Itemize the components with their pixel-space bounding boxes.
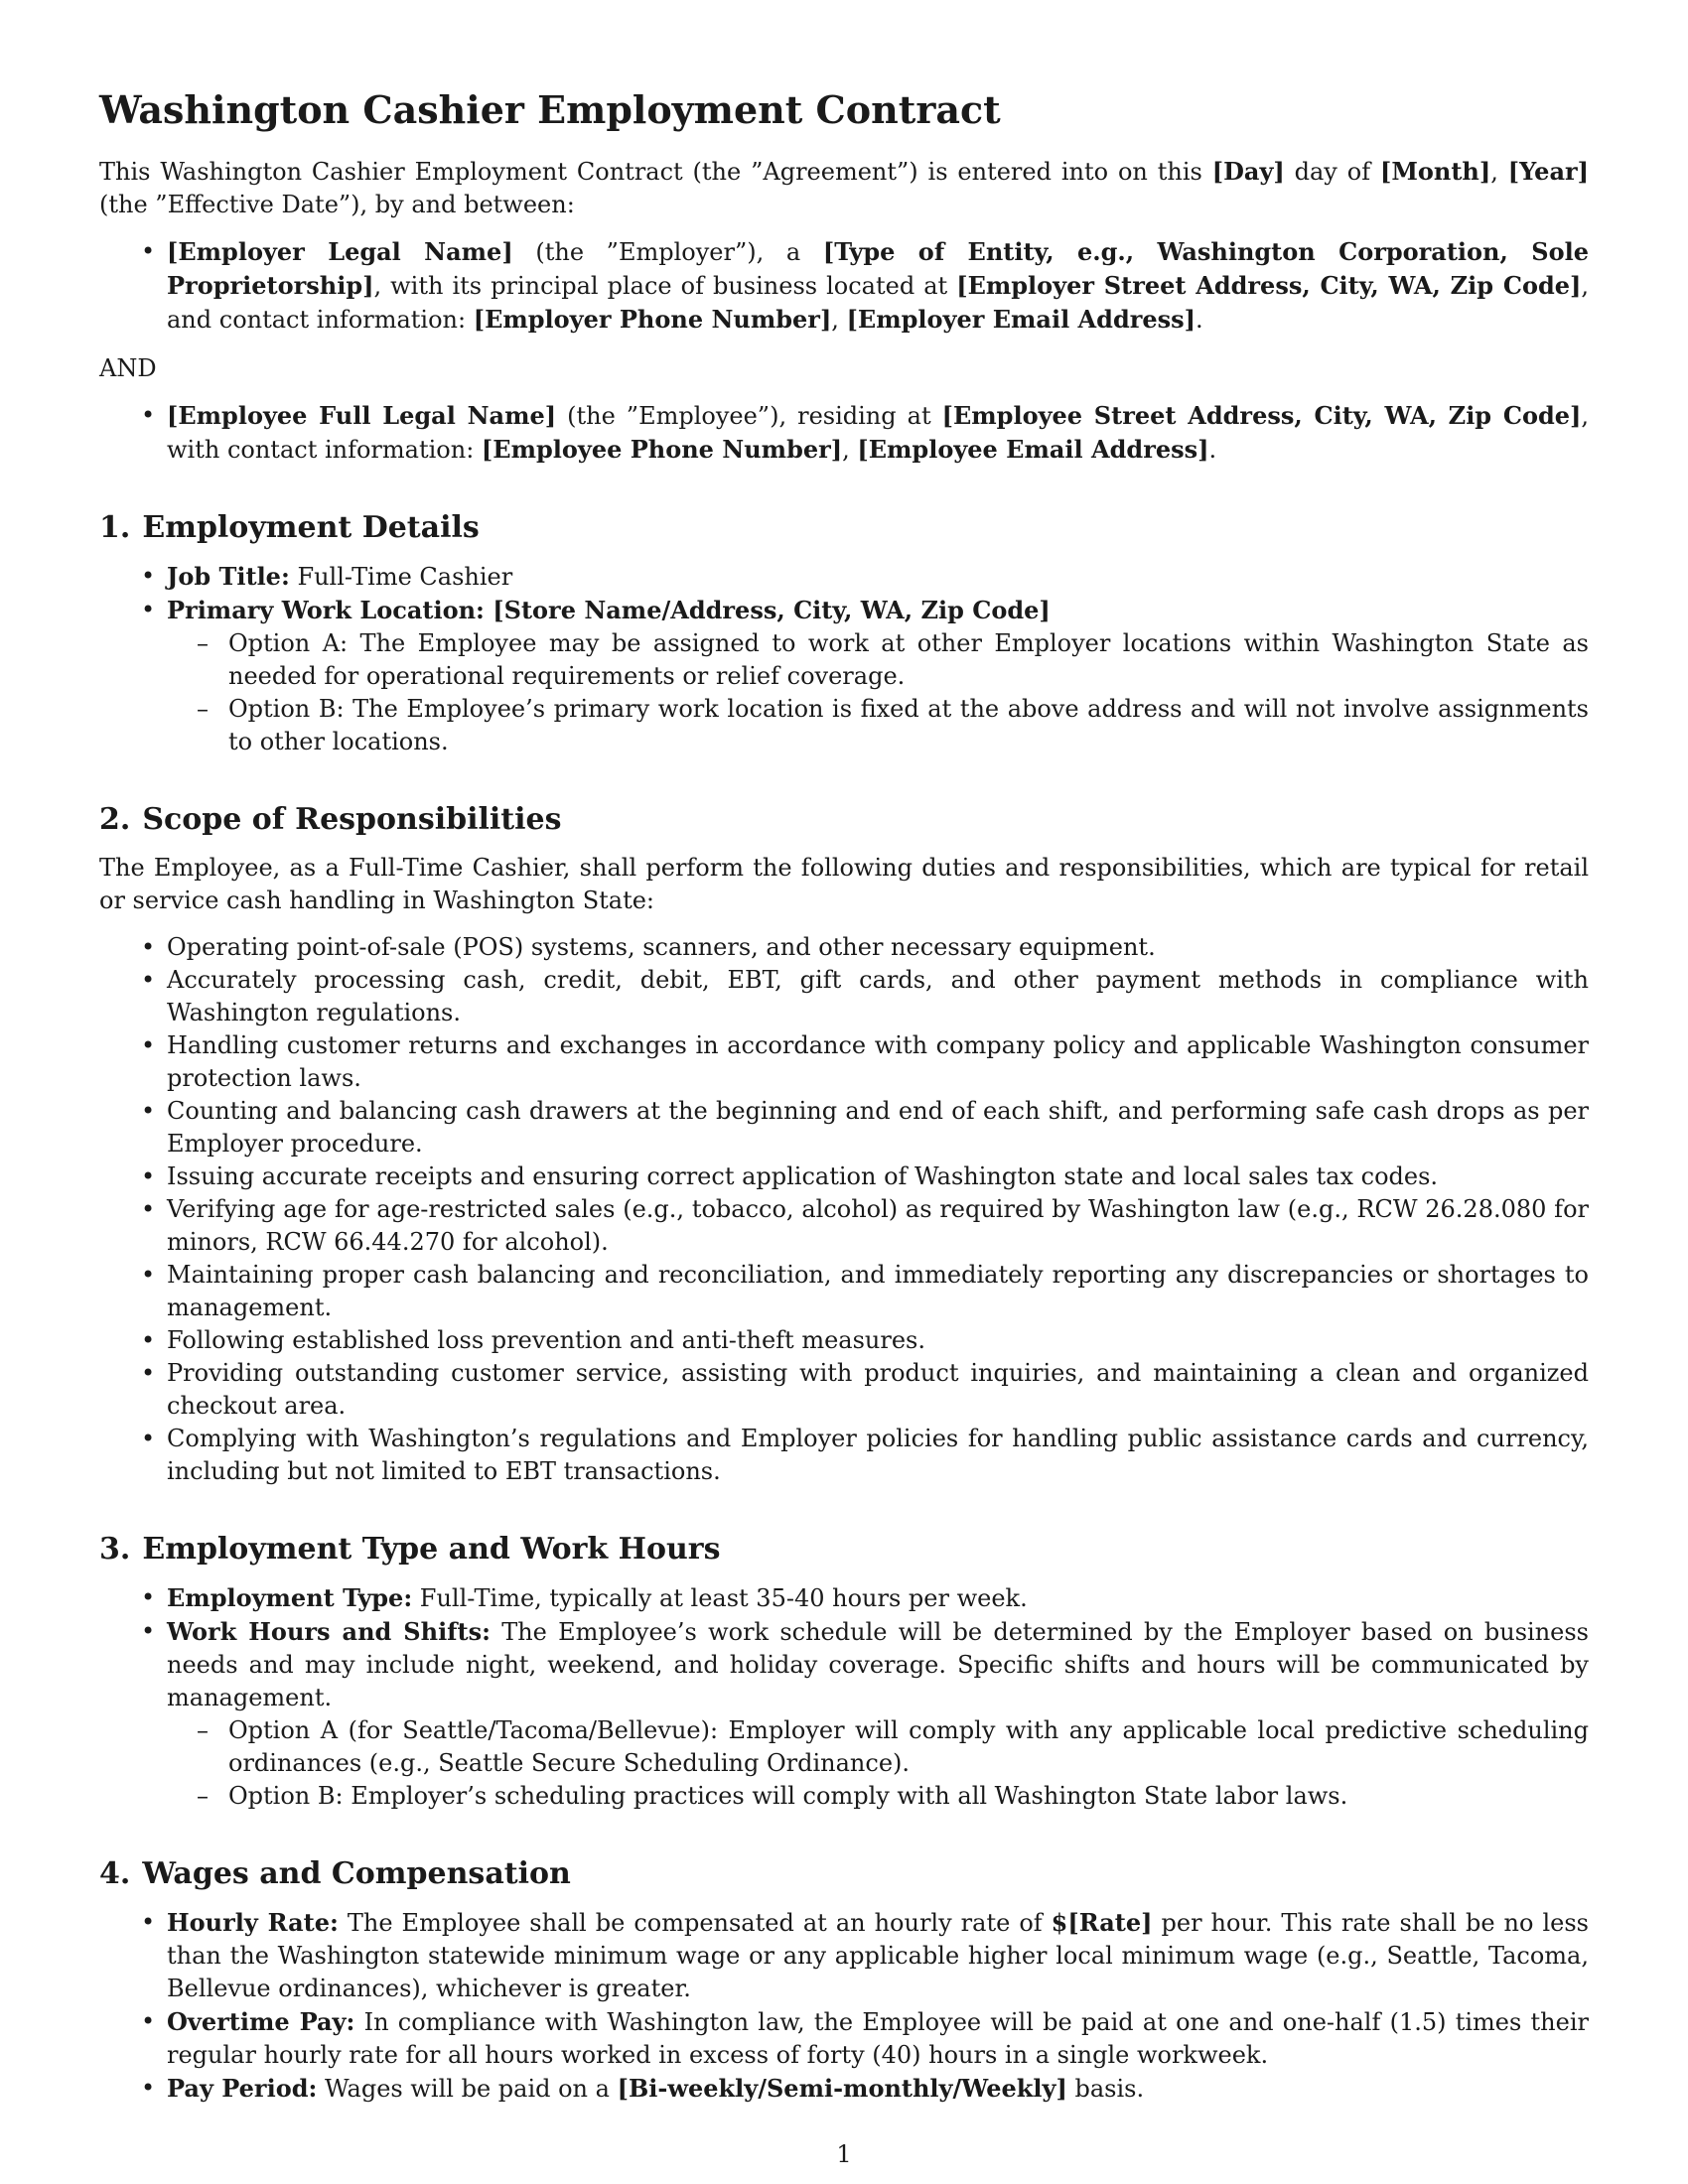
- employer-text: , and contact information:: [167, 271, 1589, 334]
- wages-list: [99, 1906, 1589, 2106]
- intro-text: ,: [1490, 157, 1508, 186]
- item-value: Wages will be paid on a: [317, 2074, 618, 2103]
- pay-period-placeholder: [Bi-weekly/Semi-monthly/Weekly]: [617, 2073, 1067, 2103]
- item-label: Primary Work Location:: [167, 595, 485, 624]
- section-number: 3.: [99, 1531, 131, 1567]
- sub-list-item: – Option B: Employer’s scheduling practices will comply with all Washington State labor laws.: [167, 1780, 1589, 1813]
- section-heading-scope: [99, 802, 1589, 838]
- list-item: [99, 1615, 1589, 1813]
- list-item: • Complying with Washington’s regulations and Employer policies for handling public assistance cards and currency, including but not limited to EBT transactions.: [99, 1423, 1589, 1488]
- section-heading-employment-details: [99, 510, 1589, 546]
- list-item: [99, 2005, 1589, 2072]
- intro-text: day of: [1284, 157, 1380, 186]
- list-item: • Operating point-of-sale (POS) systems, scanners, and other necessary equipment.: [99, 931, 1589, 964]
- section-title: Employment Details: [142, 509, 480, 545]
- section-number: 1.: [99, 509, 131, 545]
- section-heading-wages: [99, 1856, 1589, 1892]
- item-value: Full-Time, typically at least 35-40 hours per week.: [412, 1583, 1028, 1612]
- item-value: The Employee’s work schedule will be determined by the Employer based on business needs and may include night, weekend, and holiday coverage. Specific shifts and hours will be communicated by management.: [167, 1617, 1589, 1711]
- sub-list-item: – Option A (for Seattle/Tacoma/Bellevue): Employer will comply with any applicable local predictive scheduling ordinances (e.g., Seattle Secure Scheduling Ordinance).: [167, 1714, 1589, 1780]
- employer-email-placeholder: [Employer Email Address]: [846, 304, 1196, 334]
- scheduling-options-list: [167, 1714, 1589, 1813]
- section-title: Scope of Responsibilities: [142, 801, 562, 837]
- month-placeholder: [Month]: [1379, 156, 1491, 186]
- list-item: • Handling customer returns and exchanges in accordance with company policy and applicable Washington consumer protection laws.: [99, 1029, 1589, 1095]
- item-value: The Employee shall be compensated at an hourly rate of: [338, 1908, 1052, 1937]
- responsibilities-list: [99, 931, 1589, 1488]
- year-placeholder: [Year]: [1507, 156, 1589, 186]
- list-item: • Issuing accurate receipts and ensuring correct application of Washington state and local sales tax codes.: [99, 1160, 1589, 1193]
- employer-text: ,: [831, 305, 847, 334]
- employee-text: ,: [842, 435, 858, 464]
- item-value: Full-Time Cashier: [289, 562, 513, 591]
- sub-list-item: – Option B: The Employee’s primary work location is fixed at the above address and will not involve assignments to other locations.: [167, 693, 1589, 758]
- employer-text: .: [1196, 305, 1203, 334]
- item-value: basis.: [1066, 2074, 1145, 2103]
- intro-paragraph: [99, 155, 1589, 221]
- intro-text: (the ”Effective Date”), by and between:: [99, 190, 575, 218]
- item-label: Pay Period:: [167, 2073, 318, 2103]
- employee-address-placeholder: [Employee Street Address, City, WA, Zip Code]: [941, 400, 1582, 430]
- employee-phone-placeholder: [Employee Phone Number]: [481, 434, 843, 464]
- employer-text: , with its principal place of business located at: [373, 271, 957, 300]
- employer-name-placeholder: [Employer Legal Name]: [167, 236, 513, 266]
- employment-details-list: [99, 560, 1589, 758]
- day-placeholder: [Day]: [1211, 156, 1285, 186]
- employee-name-placeholder: [Employee Full Legal Name]: [167, 400, 557, 430]
- list-item: [99, 594, 1589, 758]
- item-label: Job Title:: [167, 561, 290, 591]
- employee-text: .: [1208, 435, 1217, 464]
- rate-placeholder: $[Rate]: [1051, 1907, 1153, 1937]
- employer-text: (the ”Employer”), a: [512, 237, 823, 266]
- employee-text: , with contact information:: [167, 401, 1589, 464]
- page-number: 1: [836, 2140, 852, 2168]
- scope-intro: The Employee, as a Full-Time Cashier, shall perform the following duties and responsibilities, which are typical for retail or service cash handling in Washington State:: [99, 853, 1589, 914]
- section-heading-employment-type: [99, 1532, 1589, 1568]
- item-label: Hourly Rate:: [167, 1907, 339, 1937]
- employer-address-placeholder: [Employer Street Address, City, WA, Zip Code]: [956, 270, 1582, 300]
- employer-phone-placeholder: [Employer Phone Number]: [473, 304, 832, 334]
- item-label: Employment Type:: [167, 1582, 413, 1612]
- item-label: Overtime Pay:: [167, 2006, 355, 2036]
- list-item: [99, 560, 1589, 594]
- location-placeholder: [Store Name/Address, City, WA, Zip Code]: [484, 595, 1051, 624]
- employer-party-item: [99, 235, 1589, 337]
- list-item: • Verifying age for age-restricted sales (e.g., tobacco, alcohol) as required by Washington law (e.g., RCW 26.28.080 for minors, RCW 66.44.270 for alcohol).: [99, 1193, 1589, 1259]
- document-page: [99, 87, 1589, 2106]
- section-title: Employment Type and Work Hours: [142, 1531, 721, 1567]
- and-separator: AND: [99, 353, 157, 382]
- item-value: per hour. This rate shall be no less than the Washington statewide minimum wage or any applicable higher local minimum wage (e.g., Seattle, Tacoma, Bellevue ordinances), whichever is greater.: [167, 1908, 1589, 2002]
- list-item: • Following established loss prevention and anti-theft measures.: [99, 1324, 1589, 1357]
- employee-text: (the ”Employee”), residing at: [556, 401, 942, 430]
- section-number: 2.: [99, 801, 131, 837]
- list-item: • Accurately processing cash, credit, debit, EBT, gift cards, and other payment methods in compliance with Washington regulations.: [99, 964, 1589, 1029]
- list-item: [99, 2072, 1589, 2106]
- employee-party-list: [99, 399, 1589, 467]
- item-label: Work Hours and Shifts:: [167, 1616, 491, 1646]
- item-value: In compliance with Washington law, the Employee will be paid at one and one-half (1.5) times their regular hourly rate for all hours worked in excess of forty (40) hours in a single workweek.: [167, 2007, 1589, 2069]
- employment-type-list: [99, 1581, 1589, 1813]
- employee-party-item: [99, 399, 1589, 467]
- location-options-list: [167, 627, 1589, 758]
- section-number: 4.: [99, 1855, 131, 1891]
- employer-party-list: [99, 235, 1589, 337]
- list-item: [99, 1906, 1589, 2005]
- list-item: [99, 1581, 1589, 1615]
- document-title: Washington Cashier Employment Contract: [99, 87, 1001, 132]
- sub-list-item: – Option A: The Employee may be assigned to work at other Employer locations within Washington State as needed for operational requirements or relief coverage.: [167, 627, 1589, 693]
- list-item: • Providing outstanding customer service, assisting with product inquiries, and maintaining a clean and organized checkout area.: [99, 1357, 1589, 1423]
- employer-entity-placeholder: [Type of Entity, e.g., Washington Corporation, Sole Proprietorship]: [167, 236, 1589, 300]
- list-item: • Counting and balancing cash drawers at the beginning and end of each shift, and performing safe cash drops as per Employer procedure.: [99, 1095, 1589, 1160]
- list-item: • Maintaining proper cash balancing and reconciliation, and immediately reporting any discrepancies or shortages to management.: [99, 1259, 1589, 1324]
- employee-email-placeholder: [Employee Email Address]: [857, 434, 1209, 464]
- intro-text: This Washington Cashier Employment Contract (the ”Agreement”) is entered into on this: [99, 157, 1212, 186]
- section-title: Wages and Compensation: [142, 1855, 571, 1891]
